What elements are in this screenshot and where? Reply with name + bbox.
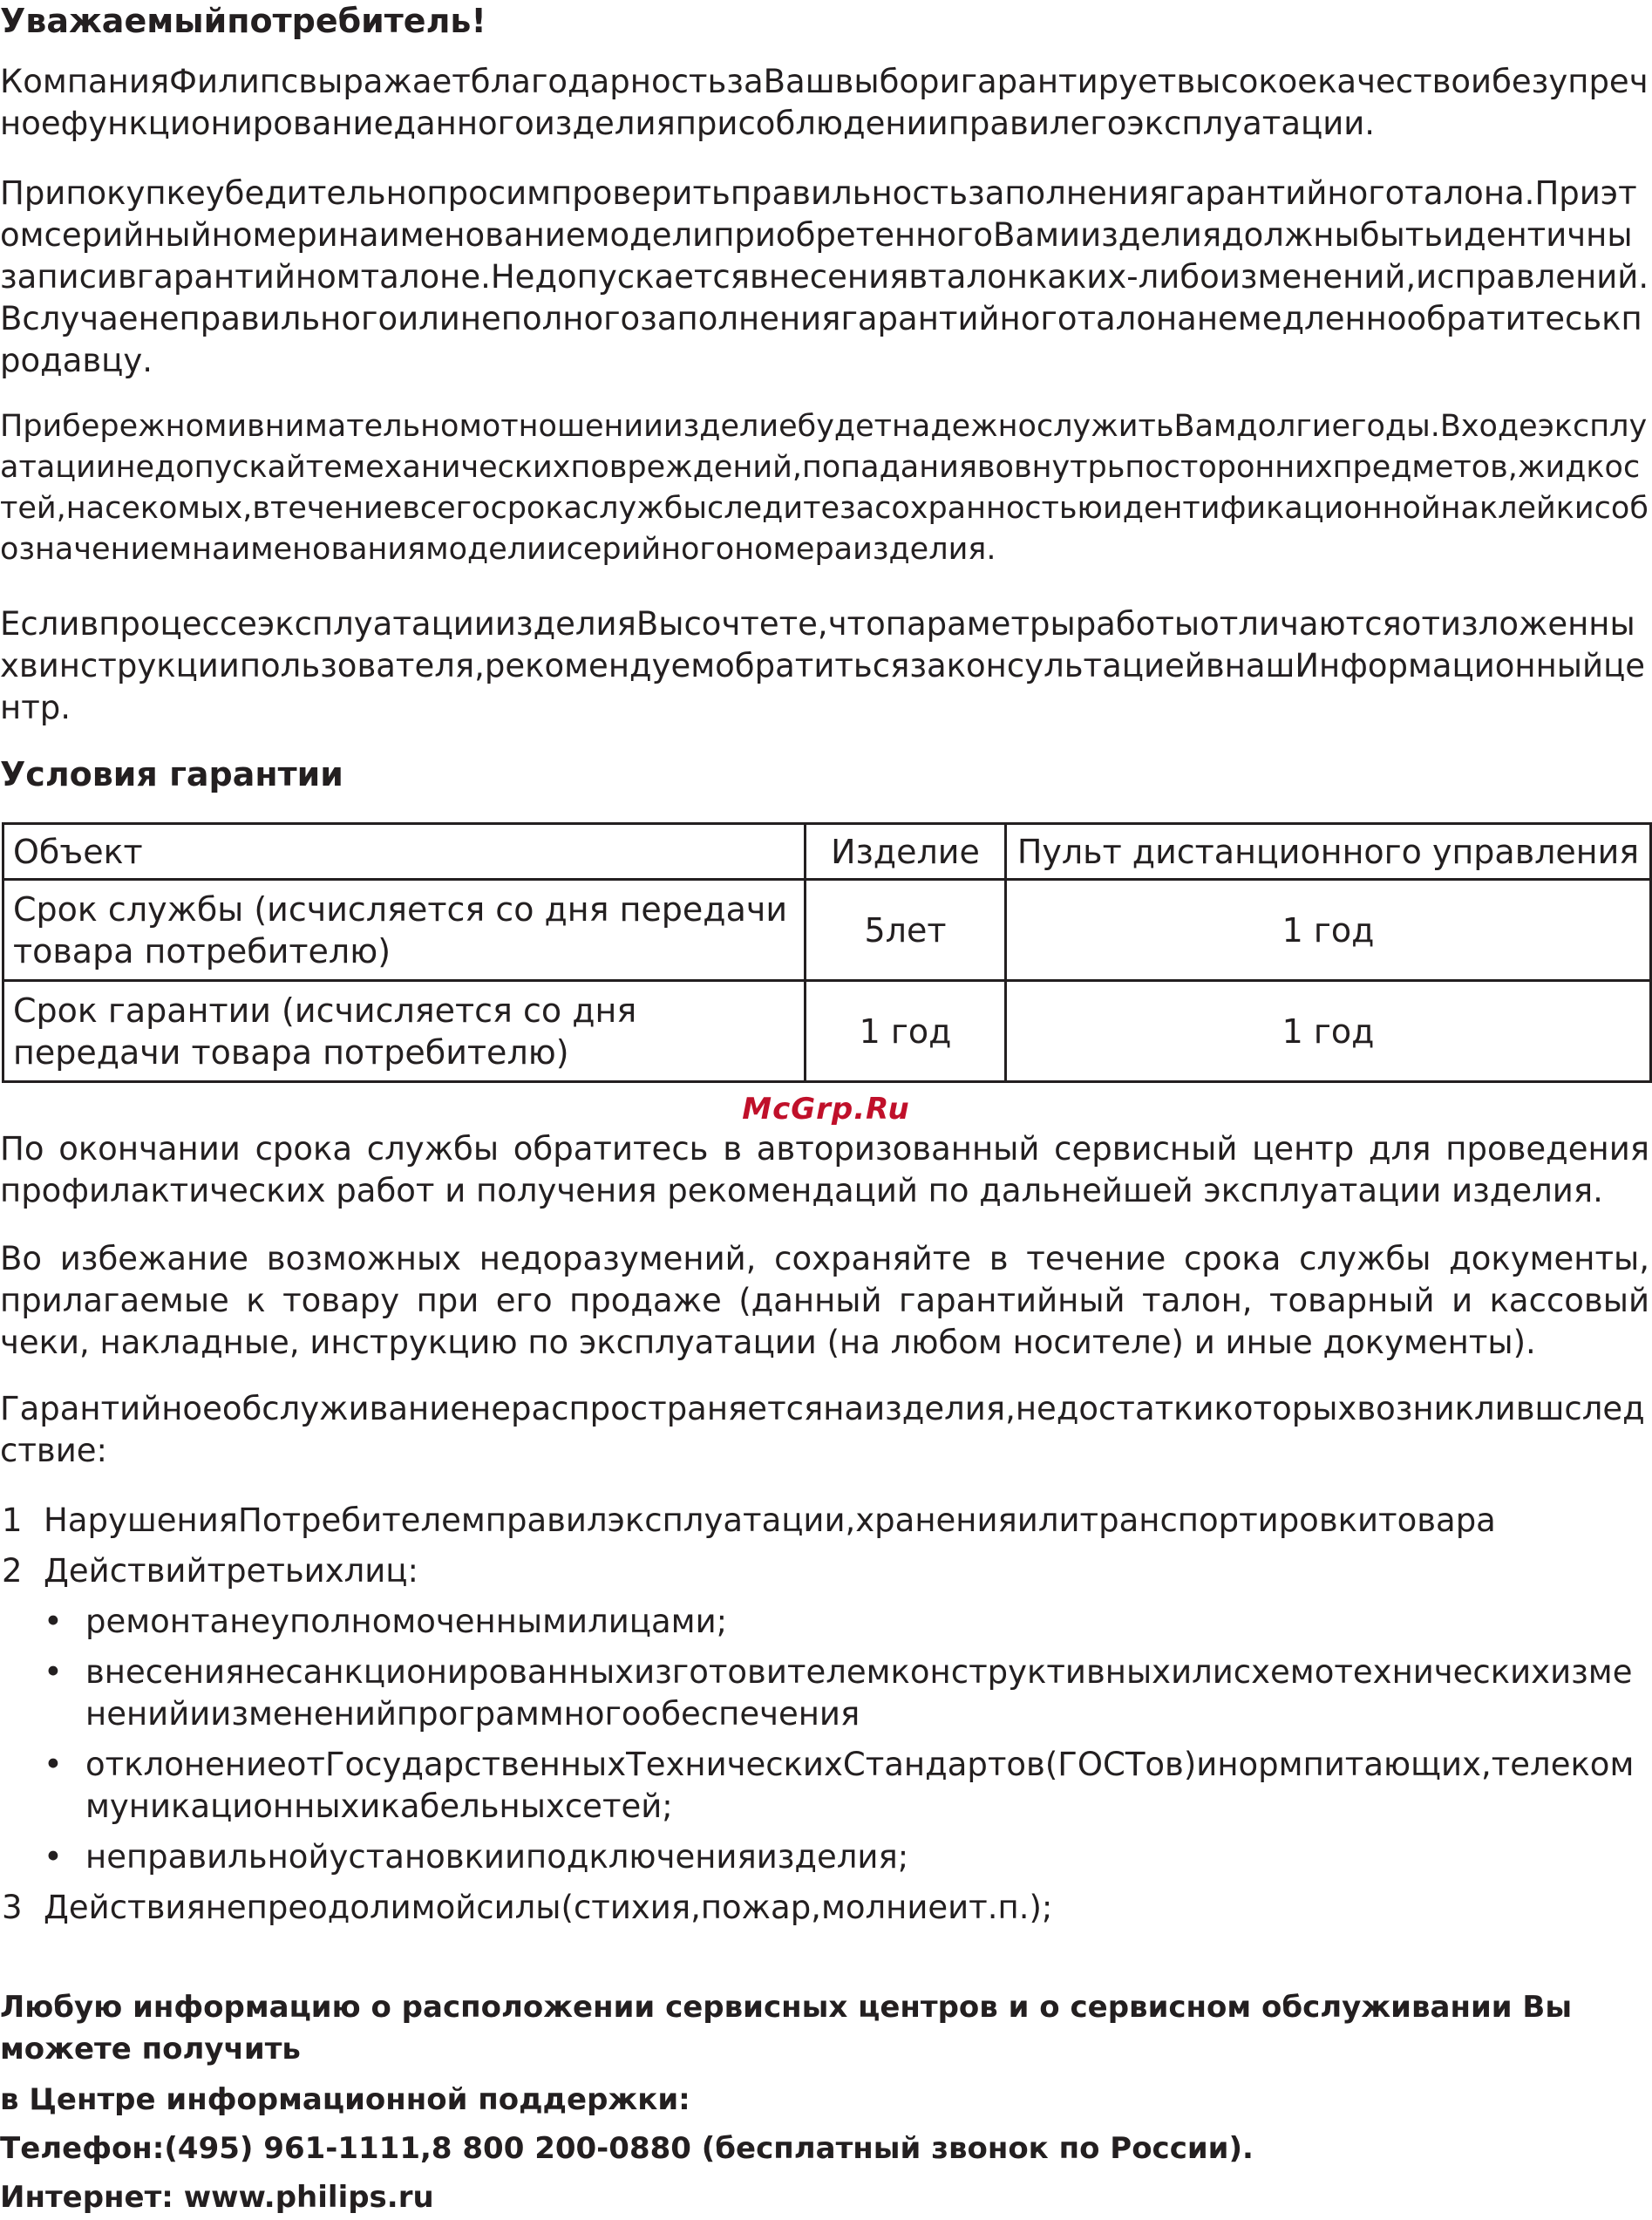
- table-cell: Срок гарантии (исчисляется со дня передачи товара потребителю): [3, 981, 806, 1082]
- intro-paragraph-2: Припокупкеубедительнопросимпроверитьправильностьзаполнениягарантийноготалона.ПриэтомсерийныйномеринаименованиемоделиприобретенногоВамиизделиядолжныбытьидентичнызаписивгарантийномталоне.Недопускаетсявнесениявталонкаких-либоизменений,исправлений.Вслучаенеправильногоилинеполногозаполнениягарантийноготалонанемедленнообратитеськпродавцу.: [0, 174, 1649, 379]
- intro-paragraph-1: КомпанияФилипсвыражаетблагодарностьзаВашвыборигарантируетвысокоекачествоибезупречноефункционированиеданногоизделияприсоблюденииправилегоэксплуатации.: [0, 63, 1649, 142]
- list-item: отклонениеотГосударственныхТехническихСтандартов(ГОСТов)инормпитающих,телекоммуникационныхикабельныхсетей;: [85, 1746, 1635, 1825]
- service-paragraph-3: Гарантийноеобслуживаниенераспространяетсянаизделия,недостаткикоторыхвозниклившследствие:: [0, 1390, 1645, 1469]
- service-paragraph-2: Во избежание возможных недоразумений, сохраняйте в течение срока службы документы, прилагаемые к товару при его продаже (данный гарантийный талон, товарный и кассовый чеки, накладные, инструкцию по эксплуатации (на любом носителе) и иные документы).: [0, 1240, 1649, 1361]
- footer-info: Любую информацию о расположении сервисных центров и о сервисном обслуживании Вы можете получить: [0, 1990, 1573, 2067]
- list-item: Действийтретьихлиц:: [44, 1552, 418, 1590]
- table-cell: 1 год: [806, 981, 1006, 1082]
- bullet-icon: •: [44, 1746, 63, 1783]
- warranty-table: [2, 822, 1652, 1083]
- footer-internet: Интернет: www.philips.ru: [0, 2180, 434, 2215]
- table-row: [3, 880, 1651, 981]
- table-header-cell: Изделие: [806, 824, 1006, 880]
- list-item: внесениянесанкционированныхизготовителемконструктивныхилисхемотехническихизмененийиизмененийпрограммногообеспечения: [85, 1653, 1633, 1733]
- table-header-row: [3, 824, 1651, 880]
- warranty-heading: Условия гарантии: [0, 755, 343, 793]
- list-number: 2: [2, 1552, 23, 1590]
- watermark-text: McGrp.Ru: [742, 1092, 910, 1127]
- table-header-cell: Пульт дистанционного управления: [1006, 824, 1651, 880]
- footer-phone: Телефон:(495) 961-1111,8 800 200-0880 (бесплатный звонок по России).: [0, 2131, 1254, 2166]
- list-item: Действиянепреодолимойсилы(стихия,пожар,молниеит.п.);: [44, 1889, 1053, 1926]
- intro-paragraph-3: ПрибережномивнимательномотношенииизделиебудетнадежнослужитьВамдолгиегоды.Входеэксплуатациинедопускайтемеханическихповреждений,попаданиявовнутрьпостороннихпредметов,жидкостей,насекомых,втечениевсегосрокаслужбыследитезасохранностьюидентификационнойнаклейкисобозначениемнаименованиямоделиисерийногономераизделия.: [0, 409, 1649, 567]
- list-item: ремонтанеуполномоченнымилицами;: [85, 1603, 728, 1640]
- table-cell: 1 год: [1006, 981, 1651, 1082]
- footer-support-center: в Центре информационной поддержки:: [0, 2082, 690, 2117]
- table-header-cell: Объект: [3, 824, 806, 880]
- table-cell: 5лет: [806, 880, 1006, 981]
- bullet-icon: •: [44, 1603, 63, 1640]
- table-cell: 1 год: [1006, 880, 1651, 981]
- bullet-icon: •: [44, 1653, 63, 1691]
- table-row: [3, 981, 1651, 1082]
- bullet-icon: •: [44, 1838, 63, 1876]
- list-number: 1: [2, 1502, 23, 1539]
- list-item: неправильнойустановкииподключенияизделия;: [85, 1838, 909, 1876]
- table-cell: Срок службы (исчисляется со дня передачи товара потребителю): [3, 880, 806, 981]
- intro-paragraph-4: ЕсливпроцессеэксплуатацииизделияВысочтете,чтопараметрыработыотличаютсяотизложенныхвинструкциипользователя,рекомендуемобратитьсязаконсультациейвнашИнформационныйцентр.: [0, 605, 1646, 726]
- list-item: НарушенияПотребителемправилэксплуатации,храненияилитранспортировкитовара: [44, 1502, 1496, 1539]
- service-paragraph-1: По окончании срока службы обратитесь в авторизованный сервисный центр для проведения профилактических работ и получения рекомендаций по дальнейшей эксплуатации изделия.: [0, 1130, 1649, 1209]
- page-heading: Уважаемыйпотребитель!: [0, 2, 486, 40]
- list-number: 3: [2, 1889, 23, 1926]
